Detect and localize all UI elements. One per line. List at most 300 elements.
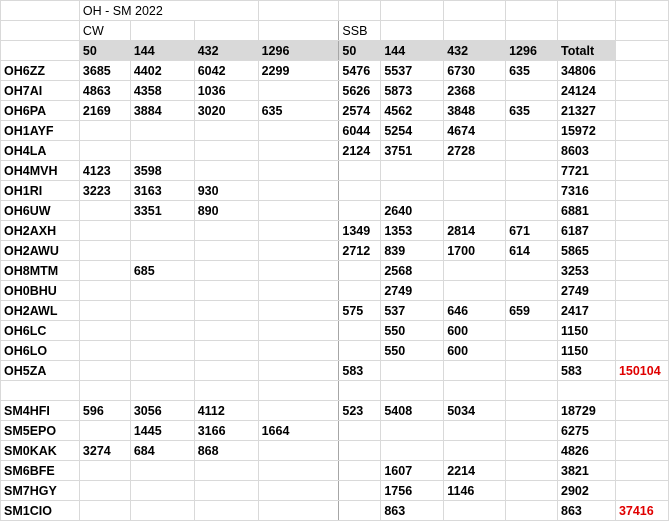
score-cell[interactable] [130, 121, 194, 141]
country-total[interactable]: 37416 [615, 501, 668, 521]
score-cell[interactable] [444, 281, 506, 301]
band-header[interactable]: 144 [130, 41, 194, 61]
score-cell[interactable]: 635 [506, 101, 558, 121]
cell[interactable] [615, 421, 668, 441]
cell[interactable] [381, 21, 444, 41]
score-cell[interactable] [194, 301, 258, 321]
score-cell[interactable]: 2299 [258, 61, 339, 81]
row-total[interactable]: 21327 [558, 101, 616, 121]
score-cell[interactable]: 4674 [444, 121, 506, 141]
row-total[interactable]: 7316 [558, 181, 616, 201]
cell[interactable] [558, 1, 616, 21]
oh-row [1, 221, 669, 241]
score-cell[interactable] [258, 461, 339, 481]
score-cell[interactable]: 3685 [79, 61, 130, 81]
callsign[interactable]: SM1CIO [1, 501, 80, 521]
score-cell[interactable]: 671 [506, 221, 558, 241]
score-cell[interactable] [381, 441, 444, 461]
callsign[interactable]: OH8MTM [1, 261, 80, 281]
score-cell[interactable] [506, 141, 558, 161]
score-cell[interactable] [79, 481, 130, 501]
cell[interactable] [381, 1, 444, 21]
score-cell[interactable]: 537 [381, 301, 444, 321]
score-cell[interactable] [381, 161, 444, 181]
score-cell[interactable] [258, 321, 339, 341]
score-cell[interactable]: 3274 [79, 441, 130, 461]
score-cell[interactable] [339, 501, 381, 521]
row-total[interactable]: 2417 [558, 301, 616, 321]
callsign[interactable]: OH4MVH [1, 161, 80, 181]
cell[interactable] [381, 381, 444, 401]
callsign[interactable]: OH7AI [1, 81, 80, 101]
callsign[interactable]: OH6UW [1, 201, 80, 221]
cell[interactable] [1, 1, 80, 21]
score-cell[interactable] [506, 501, 558, 521]
score-cell[interactable]: 6044 [339, 121, 381, 141]
score-cell[interactable] [258, 481, 339, 501]
band-header[interactable]: 432 [444, 41, 506, 61]
row-total[interactable]: 863 [558, 501, 616, 521]
cell[interactable] [615, 61, 668, 81]
cell[interactable] [506, 381, 558, 401]
score-cell[interactable]: 4562 [381, 101, 444, 121]
sheet-title[interactable]: OH - SM 2022 [79, 1, 258, 21]
score-cell[interactable]: 890 [194, 201, 258, 221]
row-total[interactable]: 6881 [558, 201, 616, 221]
score-cell[interactable] [79, 201, 130, 221]
score-cell[interactable] [506, 161, 558, 181]
callsign[interactable]: OH6LC [1, 321, 80, 341]
cell[interactable] [258, 21, 339, 41]
cell[interactable] [615, 441, 668, 461]
cell[interactable] [615, 341, 668, 361]
score-cell[interactable] [194, 321, 258, 341]
score-cell[interactable] [79, 261, 130, 281]
score-cell[interactable] [258, 401, 339, 421]
row-total[interactable]: 18729 [558, 401, 616, 421]
score-cell[interactable] [194, 361, 258, 381]
score-cell[interactable]: 2749 [381, 281, 444, 301]
score-cell[interactable]: 1700 [444, 241, 506, 261]
score-cell[interactable]: 930 [194, 181, 258, 201]
callsign[interactable]: OH1AYF [1, 121, 80, 141]
cell[interactable] [615, 481, 668, 501]
sheet-body [1, 1, 669, 521]
score-cell[interactable]: 2214 [444, 461, 506, 481]
score-cell[interactable] [79, 341, 130, 361]
score-cell[interactable] [194, 461, 258, 481]
score-cell[interactable]: 2574 [339, 101, 381, 121]
score-cell[interactable]: 659 [506, 301, 558, 321]
score-cell[interactable] [130, 321, 194, 341]
score-cell[interactable] [130, 461, 194, 481]
callsign[interactable]: OH4LA [1, 141, 80, 161]
cell[interactable] [615, 1, 668, 21]
cell[interactable] [339, 1, 381, 21]
row-total[interactable]: 4826 [558, 441, 616, 461]
score-cell[interactable]: 6730 [444, 61, 506, 81]
oh-row [1, 101, 669, 121]
cell[interactable] [79, 381, 130, 401]
row-total[interactable]: 24124 [558, 81, 616, 101]
score-cell[interactable]: 575 [339, 301, 381, 321]
score-cell[interactable] [444, 421, 506, 441]
score-cell[interactable] [444, 501, 506, 521]
score-cell[interactable] [79, 501, 130, 521]
score-cell[interactable] [258, 361, 339, 381]
score-cell[interactable]: 1353 [381, 221, 444, 241]
row-total[interactable]: 1150 [558, 321, 616, 341]
score-cell[interactable] [258, 281, 339, 301]
oh-row [1, 61, 669, 81]
cell[interactable] [615, 281, 668, 301]
cell[interactable] [506, 1, 558, 21]
score-cell[interactable] [79, 281, 130, 301]
score-cell[interactable] [258, 201, 339, 221]
score-cell[interactable]: 1756 [381, 481, 444, 501]
cell[interactable] [1, 381, 80, 401]
score-cell[interactable]: 3056 [130, 401, 194, 421]
score-cell[interactable]: 1445 [130, 421, 194, 441]
row-total[interactable]: 6275 [558, 421, 616, 441]
score-cell[interactable] [339, 421, 381, 441]
score-cell[interactable]: 550 [381, 341, 444, 361]
cell[interactable] [615, 81, 668, 101]
band-header[interactable]: 50 [79, 41, 130, 61]
cell[interactable] [615, 301, 668, 321]
score-cell[interactable]: 646 [444, 301, 506, 321]
band-header[interactable]: 144 [381, 41, 444, 61]
score-cell[interactable] [506, 361, 558, 381]
score-cell[interactable] [258, 341, 339, 361]
score-cell[interactable]: 2712 [339, 241, 381, 261]
cell[interactable] [615, 401, 668, 421]
score-cell[interactable] [194, 221, 258, 241]
score-cell[interactable]: 3598 [130, 161, 194, 181]
cell[interactable] [615, 201, 668, 221]
cell[interactable] [444, 21, 506, 41]
oh-row [1, 321, 669, 341]
score-cell[interactable]: 3884 [130, 101, 194, 121]
score-cell[interactable] [130, 301, 194, 321]
score-cell[interactable]: 4863 [79, 81, 130, 101]
band-header[interactable]: 50 [339, 41, 381, 61]
score-cell[interactable]: 635 [506, 61, 558, 81]
score-cell[interactable]: 4112 [194, 401, 258, 421]
row-total[interactable]: 34806 [558, 61, 616, 81]
score-cell[interactable]: 2640 [381, 201, 444, 221]
score-cell[interactable] [381, 181, 444, 201]
score-cell[interactable] [258, 261, 339, 281]
score-cell[interactable]: 1607 [381, 461, 444, 481]
score-cell[interactable]: 2814 [444, 221, 506, 241]
score-cell[interactable] [444, 161, 506, 181]
band-header[interactable]: 1296 [506, 41, 558, 61]
score-cell[interactable]: 685 [130, 261, 194, 281]
score-cell[interactable] [506, 321, 558, 341]
score-cell[interactable] [444, 441, 506, 461]
score-cell[interactable]: 868 [194, 441, 258, 461]
score-cell[interactable] [506, 81, 558, 101]
score-cell[interactable]: 5254 [381, 121, 444, 141]
score-cell[interactable] [79, 121, 130, 141]
score-cell[interactable] [444, 261, 506, 281]
score-cell[interactable]: 6042 [194, 61, 258, 81]
score-cell[interactable]: 600 [444, 321, 506, 341]
callsign[interactable]: OH6LO [1, 341, 80, 361]
cell[interactable] [1, 21, 80, 41]
score-cell[interactable]: 3223 [79, 181, 130, 201]
score-cell[interactable] [258, 81, 339, 101]
score-cell[interactable] [381, 421, 444, 441]
row-total[interactable]: 1150 [558, 341, 616, 361]
row-total[interactable]: 2749 [558, 281, 616, 301]
cell[interactable] [194, 21, 258, 41]
score-cell[interactable] [381, 361, 444, 381]
score-cell[interactable] [506, 201, 558, 221]
score-cell[interactable]: 635 [258, 101, 339, 121]
score-cell[interactable] [79, 361, 130, 381]
callsign[interactable]: OH6ZZ [1, 61, 80, 81]
row-total[interactable]: 2902 [558, 481, 616, 501]
callsign[interactable]: SM6BFE [1, 461, 80, 481]
oh-row [1, 181, 669, 201]
score-cell[interactable] [506, 341, 558, 361]
score-cell[interactable]: 5873 [381, 81, 444, 101]
cell[interactable] [444, 381, 506, 401]
score-cell[interactable] [258, 441, 339, 461]
score-cell[interactable] [258, 241, 339, 261]
total-header[interactable]: Totalt [558, 41, 616, 61]
score-cell[interactable]: 3020 [194, 101, 258, 121]
cell[interactable] [615, 121, 668, 141]
callsign[interactable]: OH1RI [1, 181, 80, 201]
oh-row [1, 201, 669, 221]
score-cell[interactable] [444, 361, 506, 381]
score-cell[interactable] [506, 261, 558, 281]
score-cell[interactable]: 5034 [444, 401, 506, 421]
score-cell[interactable]: 863 [381, 501, 444, 521]
score-cell[interactable]: 596 [79, 401, 130, 421]
score-cell[interactable] [258, 501, 339, 521]
oh-row [1, 121, 669, 141]
cell[interactable] [615, 181, 668, 201]
score-cell[interactable] [79, 241, 130, 261]
score-cell[interactable]: 614 [506, 241, 558, 261]
cell[interactable] [558, 21, 616, 41]
row-total[interactable]: 7721 [558, 161, 616, 181]
cell[interactable] [558, 381, 616, 401]
callsign[interactable]: OH2AWU [1, 241, 80, 261]
score-cell[interactable]: 583 [339, 361, 381, 381]
score-cell[interactable] [194, 501, 258, 521]
score-cell[interactable]: 2568 [381, 261, 444, 281]
score-cell[interactable]: 3751 [381, 141, 444, 161]
callsign[interactable]: OH0BHU [1, 281, 80, 301]
cell[interactable] [615, 161, 668, 181]
score-cell[interactable]: 5626 [339, 81, 381, 101]
score-cell[interactable] [258, 141, 339, 161]
row-total[interactable]: 15972 [558, 121, 616, 141]
score-cell[interactable] [506, 421, 558, 441]
score-cell[interactable] [79, 421, 130, 441]
cell[interactable] [258, 381, 339, 401]
score-cell[interactable] [339, 281, 381, 301]
sm-row [1, 441, 669, 461]
score-cell[interactable]: 2124 [339, 141, 381, 161]
score-cell[interactable]: 1349 [339, 221, 381, 241]
score-cell[interactable] [194, 281, 258, 301]
callsign[interactable]: OH2AWL [1, 301, 80, 321]
score-cell[interactable]: 1036 [194, 81, 258, 101]
score-cell[interactable] [130, 281, 194, 301]
callsign[interactable]: OH2AXH [1, 221, 80, 241]
score-cell[interactable]: 839 [381, 241, 444, 261]
mode-row [1, 21, 669, 41]
cell[interactable] [615, 241, 668, 261]
cell[interactable] [615, 381, 668, 401]
score-cell[interactable] [339, 341, 381, 361]
score-cell[interactable] [339, 261, 381, 281]
score-cell[interactable] [339, 481, 381, 501]
score-cell[interactable] [339, 321, 381, 341]
score-cell[interactable] [79, 141, 130, 161]
score-cell[interactable] [258, 221, 339, 241]
cell[interactable] [130, 21, 194, 41]
score-cell[interactable] [506, 481, 558, 501]
score-cell[interactable] [506, 461, 558, 481]
score-cell[interactable] [258, 121, 339, 141]
score-cell[interactable]: 2728 [444, 141, 506, 161]
callsign[interactable]: SM5EPO [1, 421, 80, 441]
row-total[interactable]: 6187 [558, 221, 616, 241]
oh-row [1, 241, 669, 261]
band-header[interactable]: 1296 [258, 41, 339, 61]
score-cell[interactable] [194, 481, 258, 501]
score-cell[interactable] [194, 161, 258, 181]
score-cell[interactable]: 5476 [339, 61, 381, 81]
ssb-label[interactable]: SSB [339, 21, 381, 41]
score-cell[interactable]: 4358 [130, 81, 194, 101]
score-cell[interactable] [130, 221, 194, 241]
cw-label[interactable]: CW [79, 21, 130, 41]
score-cell[interactable] [194, 261, 258, 281]
score-cell[interactable] [339, 461, 381, 481]
band-header-row [1, 41, 669, 61]
score-cell[interactable]: 523 [339, 401, 381, 421]
row-total[interactable]: 5865 [558, 241, 616, 261]
cell[interactable] [615, 21, 668, 41]
score-cell[interactable]: 3351 [130, 201, 194, 221]
row-total[interactable]: 583 [558, 361, 616, 381]
score-cell[interactable]: 2169 [79, 101, 130, 121]
cell[interactable] [444, 1, 506, 21]
score-cell[interactable]: 3163 [130, 181, 194, 201]
cell[interactable] [506, 21, 558, 41]
score-cell[interactable] [444, 181, 506, 201]
cell[interactable] [615, 41, 668, 61]
score-cell[interactable] [444, 201, 506, 221]
score-cell[interactable]: 5408 [381, 401, 444, 421]
score-cell[interactable]: 4123 [79, 161, 130, 181]
score-cell[interactable] [506, 121, 558, 141]
score-cell[interactable] [339, 441, 381, 461]
score-cell[interactable] [506, 441, 558, 461]
score-cell[interactable] [130, 141, 194, 161]
score-cell[interactable] [339, 181, 381, 201]
score-cell[interactable] [130, 361, 194, 381]
score-cell[interactable] [130, 341, 194, 361]
row-total[interactable]: 3821 [558, 461, 616, 481]
score-cell[interactable] [506, 401, 558, 421]
score-cell[interactable] [79, 301, 130, 321]
score-cell[interactable]: 1664 [258, 421, 339, 441]
score-cell[interactable] [79, 321, 130, 341]
score-cell[interactable]: 684 [130, 441, 194, 461]
score-cell[interactable] [506, 181, 558, 201]
country-total[interactable]: 150104 [615, 361, 668, 381]
callsign[interactable]: SM7HGY [1, 481, 80, 501]
score-cell[interactable]: 2368 [444, 81, 506, 101]
cell[interactable] [194, 381, 258, 401]
cell[interactable] [1, 41, 80, 61]
score-cell[interactable] [130, 241, 194, 261]
score-cell[interactable] [194, 141, 258, 161]
cell[interactable] [130, 381, 194, 401]
score-cell[interactable] [339, 161, 381, 181]
cell[interactable] [615, 101, 668, 121]
callsign[interactable]: OH6PA [1, 101, 80, 121]
score-cell[interactable]: 1146 [444, 481, 506, 501]
score-cell[interactable] [194, 341, 258, 361]
cell[interactable] [615, 141, 668, 161]
score-cell[interactable]: 600 [444, 341, 506, 361]
blank-row [1, 381, 669, 401]
score-cell[interactable]: 3848 [444, 101, 506, 121]
score-cell[interactable] [79, 461, 130, 481]
score-cell[interactable] [194, 121, 258, 141]
callsign[interactable]: OH5ZA [1, 361, 80, 381]
cell[interactable] [258, 1, 339, 21]
cell[interactable] [615, 261, 668, 281]
score-cell[interactable] [258, 161, 339, 181]
row-total[interactable]: 3253 [558, 261, 616, 281]
score-cell[interactable] [130, 481, 194, 501]
callsign[interactable]: SM0KAK [1, 441, 80, 461]
score-cell[interactable] [194, 241, 258, 261]
score-cell[interactable]: 550 [381, 321, 444, 341]
score-cell[interactable] [130, 501, 194, 521]
score-cell[interactable] [258, 181, 339, 201]
cell[interactable] [615, 321, 668, 341]
cell[interactable] [615, 221, 668, 241]
oh-row [1, 361, 669, 381]
cell[interactable] [615, 461, 668, 481]
row-total[interactable]: 8603 [558, 141, 616, 161]
score-cell[interactable] [79, 221, 130, 241]
score-cell[interactable]: 3166 [194, 421, 258, 441]
title-row [1, 1, 669, 21]
oh-row [1, 261, 669, 281]
score-cell[interactable] [258, 301, 339, 321]
score-cell[interactable] [506, 281, 558, 301]
score-cell[interactable]: 5537 [381, 61, 444, 81]
score-cell[interactable] [339, 201, 381, 221]
cell[interactable] [339, 381, 381, 401]
score-cell[interactable]: 4402 [130, 61, 194, 81]
band-header[interactable]: 432 [194, 41, 258, 61]
callsign[interactable]: SM4HFI [1, 401, 80, 421]
